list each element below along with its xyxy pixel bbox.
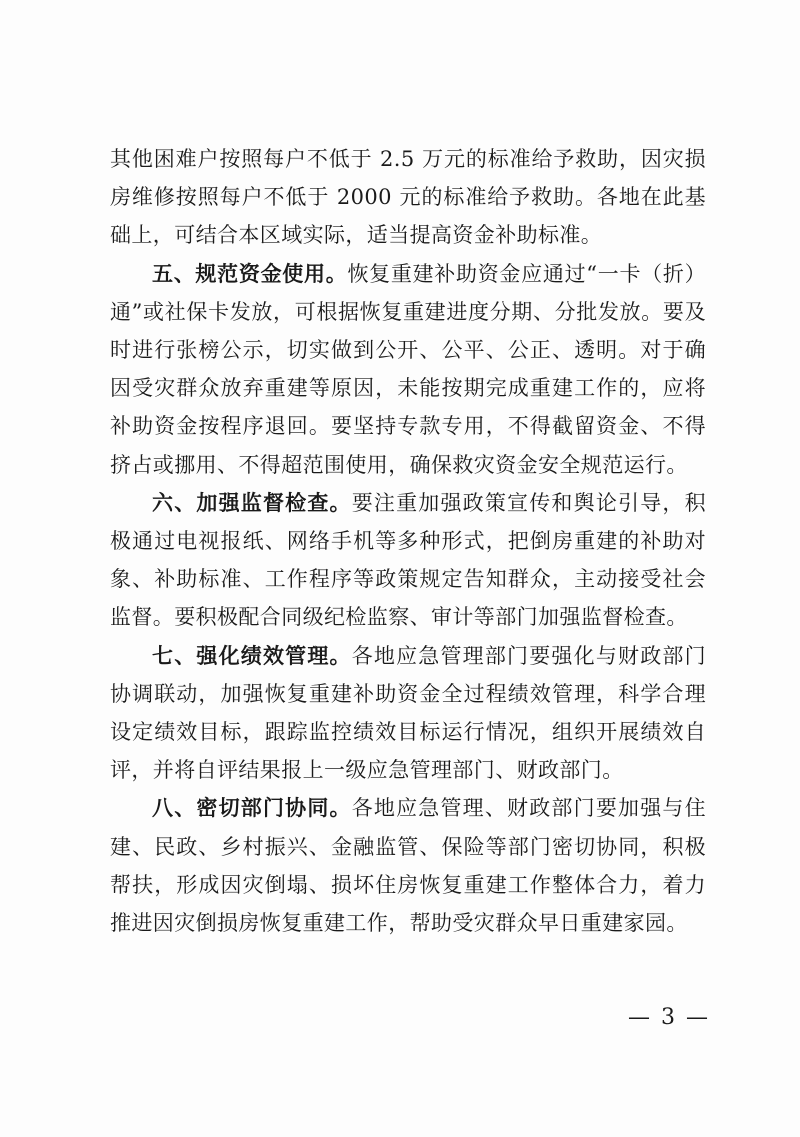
section-7-text: 各地应急管理部门要强化与财政部门协调联动，加强恢复重建补助资金全过程绩效管理，科学合理设定绩效目标，跟踪监控绩效目标运行情况，组织开展绩效自评，并将自评结果报上一级应急管理部门、财政部门。 [110, 643, 706, 783]
document-body [110, 140, 706, 942]
paragraph-text: 其他困难户按照每户不低于 2.5 万元的标准给予救助，因灾损房维修按照每户不低于 2000 元的标准给予救助。各地在此基础上，可结合本区域实际，适当提高资金补助标准。 [110, 147, 706, 248]
section-7-heading: 七、强化绩效管理。 [152, 643, 352, 668]
section-6-text: 要注重加强政策宣传和舆论引导，积极通过电视报纸、网络手机等多种形式，把倒房重建的补助对象、补助标准、工作程序等政策规定告知群众，主动接受社会监督。要积极配合同级纪检监察、审计等部门加强监督检查。 [110, 490, 706, 630]
section-8-text: 各地应急管理、财政部门要加强与住建、民政、乡村振兴、金融监管、保险等部门密切协同，积极帮扶，形成因灾倒塌、损坏住房恢复重建工作整体合力，着力推进因灾倒损房恢复重建工作，帮助受灾群众早日重建家园。 [110, 796, 706, 936]
section-5-paragraph [110, 255, 706, 484]
section-6-paragraph [110, 484, 706, 637]
section-7-paragraph [110, 637, 706, 790]
section-6-heading: 六、加强监督检查。 [152, 490, 352, 515]
section-8-paragraph [110, 789, 706, 942]
section-8-heading: 八、密切部门协同。 [152, 796, 352, 821]
section-5-text: 恢复重建补助资金应通过“一卡（折）通”或社保卡发放，可根据恢复重建进度分期、分批发放。要及时进行张榜公示，切实做到公开、公平、公正、透明。对于确因受灾群众放弃重建等原因，未能按期完成重建工作的，应将补助资金按程序退回。要坚持专款专用，不得截留资金、不得挤占或挪用、不得超范围使用，确保救灾资金安全规范运行。 [110, 261, 706, 477]
section-5-heading: 五、规范资金使用。 [152, 261, 348, 286]
page-number: — 3 — [628, 1005, 710, 1030]
paragraph-continuation [110, 140, 706, 255]
